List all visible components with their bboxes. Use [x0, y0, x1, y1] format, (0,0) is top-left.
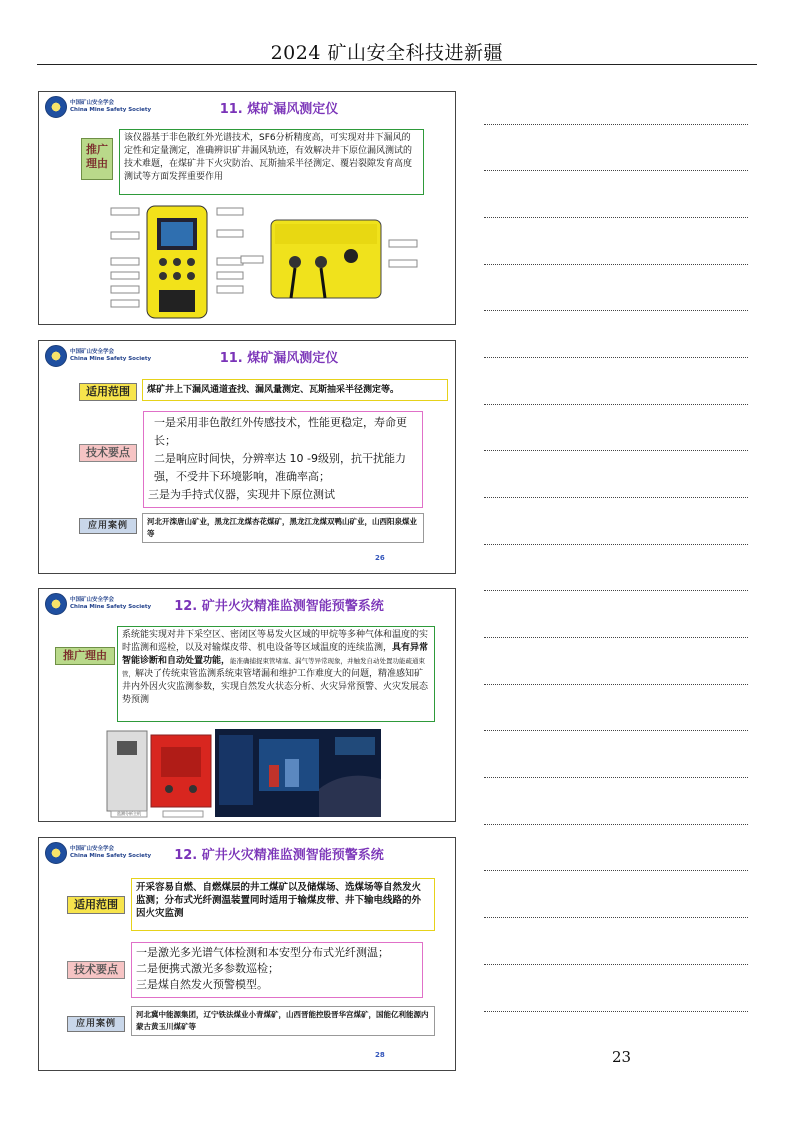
page-header [0, 0, 793, 64]
leak-detector-base-image [239, 210, 449, 310]
note-line [484, 357, 748, 358]
society-emblem-icon [45, 593, 67, 615]
society-emblem-icon [45, 96, 67, 118]
note-line [484, 450, 748, 451]
note-line [484, 777, 748, 778]
scope-tag: 适用范围 [67, 896, 125, 914]
note-line [484, 497, 748, 498]
slide-page-number: 28 [375, 1051, 385, 1059]
society-logo: 中国矿山安全学会 China Mine Safety Society [45, 96, 155, 118]
note-line [484, 264, 748, 265]
tech-point-3: 三是煤自然发火预警模型。 [136, 978, 268, 991]
case-tag: 应用案例 [79, 518, 137, 534]
scope-tag: 适用范围 [79, 383, 137, 401]
scope-text: 开采容易自燃、自燃煤层的井工煤矿以及储煤场、选煤场等自然发火监测；分布式光纤测温装置同时适用于输煤皮带、井下输电线路的外因火灾监测 [131, 878, 435, 931]
case-text: 河北冀中能源集团，辽宁铁法煤业小青煤矿，山西晋能控股晋华宫煤矿，国能亿利能源内蒙古黄玉川煤矿等 [131, 1006, 435, 1036]
society-emblem-icon [45, 345, 67, 367]
header-rule [37, 64, 757, 65]
society-emblem-icon [45, 842, 67, 864]
photo-caption: 监测分析主机 [117, 811, 141, 816]
note-line [484, 637, 748, 638]
note-line [484, 404, 748, 405]
tech-points-text [143, 411, 423, 508]
slide-2 [38, 340, 456, 574]
slide-4 [38, 837, 456, 1071]
note-line [484, 964, 748, 965]
promotion-reason-text: 系统能实现对井下采空区、密闭区等易发火区域的甲烷等多种气体和温度的实时监测和巡检，以及对输煤皮带、机电设备等区域温度的连续监测，具有异常智能诊断和自动处置功能，能准确捕捉束管堵塞、漏气等异常现象，并触发自动处置功能疏通束管，解决了传统束管监测系统束管堵漏和维护工作难度大的问题，精准感知矿井内外因火灾监测参数，实现自然发火状态分析、火灾异常预警、火灾发展态势预测 [117, 626, 435, 722]
slide-title: 11. 煤矿漏风测定仪 [219, 351, 339, 366]
note-line [484, 310, 748, 311]
society-logo: 中国矿山安全学会 China Mine Safety Society [45, 842, 155, 864]
note-line [484, 124, 748, 125]
note-line [484, 870, 748, 871]
promotion-reason-tag: 推广理由 [55, 647, 115, 665]
tech-points-text [131, 942, 423, 998]
note-line [484, 684, 748, 685]
tech-points-tag: 技术要点 [79, 444, 137, 462]
note-line [484, 217, 748, 218]
tech-points-tag: 技术要点 [67, 961, 125, 979]
slide-1 [38, 91, 456, 325]
tech-point-1: 一是激光多光谱气体检测和本安型分布式光纤测温； [136, 946, 389, 959]
slide-page-number: 26 [375, 554, 385, 562]
page-number: 23 [612, 1048, 632, 1066]
slide-title: 11. 煤矿漏风测定仪 [219, 102, 339, 117]
tech-point-2: 二是响应时间快，分辨率达 10 -9级别，抗干扰能力强，不受井下环境影响，准确率高； [154, 452, 406, 483]
scope-text: 煤矿井上下漏风通道查找、漏风量测定、瓦斯抽采半径测定等。 [142, 379, 448, 401]
society-logo: 中国矿山安全学会 China Mine Safety Society [45, 593, 155, 615]
system-dashboard-image [215, 729, 381, 817]
tech-point-1: 一是采用非色散红外传感技术，性能更稳定，寿命更长； [154, 416, 407, 447]
case-tag: 应用案例 [67, 1016, 125, 1032]
note-line [484, 917, 748, 918]
tech-point-2: 二是便携式激光多参数巡检； [136, 962, 279, 975]
note-line [484, 730, 748, 731]
slide-title: 12. 矿井火灾精准监测智能预警系统 [174, 599, 384, 614]
slide-3 [38, 588, 456, 822]
tech-point-3: 三是为手持式仪器，实现井下原位测试 [148, 488, 335, 501]
case-text: 河北开滦唐山矿业，黑龙江龙煤杏花煤矿，黑龙江龙煤双鸭山矿业，山西阳泉煤业等 [142, 513, 424, 543]
slide-title: 12. 矿井火灾精准监测智能预警系统 [174, 848, 384, 863]
note-line [484, 824, 748, 825]
monitoring-host-image [105, 729, 217, 819]
promotion-reason-text: 该仪器基于非色散红外光谱技术，SF6分析精度高，可实现对井下漏风的定性和定量测定，准确辨识矿井漏风轨迹，有效解决井下原位漏风测试的技术难题，在煤矿井下火灾防治、瓦斯抽采半径测定、覆岩裂隙发育高度测试等方面发挥重要作用 [119, 129, 424, 195]
page-title: 2024 矿山安全科技进新疆 [270, 42, 503, 64]
promotion-reason-tag: 推广 理由 [81, 138, 113, 180]
note-line [484, 170, 748, 171]
note-line [484, 1011, 748, 1012]
note-line [484, 544, 748, 545]
society-logo: 中国矿山安全学会 China Mine Safety Society [45, 345, 155, 367]
note-line [484, 590, 748, 591]
